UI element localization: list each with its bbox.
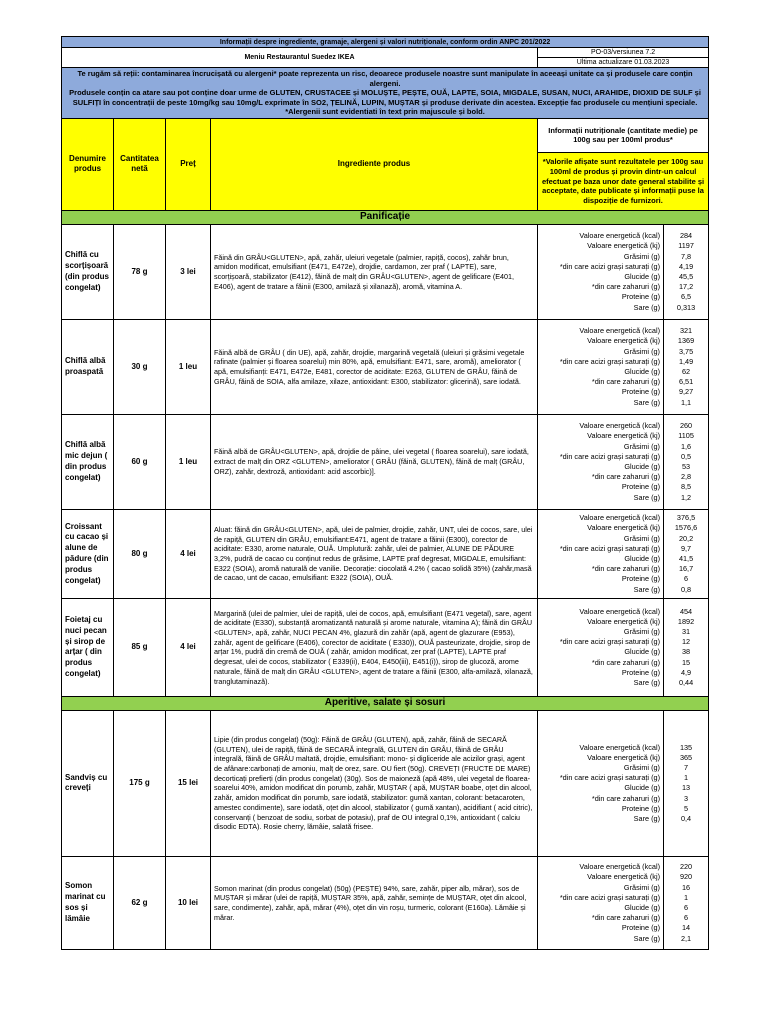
nutrition-value: 1369 — [677, 336, 695, 346]
nutrition-label: Grăsimi (g) — [623, 533, 660, 543]
nutrition-label: Grăsimi (g) — [623, 251, 660, 261]
nutrition-value: 0,4 — [680, 814, 692, 824]
nutrition-label: Grăsimi (g) — [623, 346, 660, 356]
nutrition-value: 31 — [681, 627, 691, 637]
nutrition-value: 38 — [681, 647, 691, 657]
nutrition-label: Glucide (g) — [624, 366, 660, 376]
nutrition-label: *din care zaharuri (g) — [591, 282, 660, 292]
nutrition-label: Valoare energetică (kj) — [587, 872, 660, 882]
section-title-appetizers: Aperitive, salate și sosuri — [62, 696, 709, 710]
product-ingredients: Făină din GRÂU<GLUTEN>, apă, zahăr, uleiuri vegetale (palmier, rapiță, cocos), zahăr brun, amidon modificat, emulsifiant (E471, E472e), drojdie, cardamon, zer praf ( LAPTE), sare, scorțișoară, stabilizator (E412), făină de malț din GRÂU<GLUTEN>, agent de gelificare (E401, E406), agent de tratare a făinii (E300, amilază și xilanază), aromă, vitamina A. — [211, 224, 538, 319]
nutrition-labels — [538, 414, 664, 509]
nutrition-value: 454 — [679, 606, 693, 616]
nutrition-value: 7,8 — [680, 251, 692, 261]
nutrition-values — [664, 598, 709, 696]
nutrition-value: 1,2 — [680, 492, 692, 502]
nutrition-value: 45,5 — [678, 271, 694, 281]
product-qty: 80 g — [114, 509, 166, 598]
nutrition-value: 6 — [684, 902, 689, 912]
product-ingredients: Somon marinat (din produs congelat) (50g) (PEȘTE) 94%, sare, zahăr, piper alb, mărar), sos de MUȘTAR și mărar (ulei de rapiță, MUȘTAR 35%, apă, zahăr, semințe de MUȘTAR, oțet din alcool, sare, condimente), zahăr, apă, mărar (4%), oțet din vin roșu, turmeric, colorant (E160a). Lămâie și mărar. — [211, 856, 538, 949]
product-price: 10 lei — [166, 856, 211, 949]
doc-code: PO-03/versiunea 7.2 — [538, 48, 709, 58]
product-row — [62, 224, 709, 319]
nutrition-value: 1 — [684, 773, 689, 783]
nutrition-label: *din care zaharuri (g) — [591, 377, 660, 387]
nutrition-value: 920 — [679, 872, 693, 882]
nutrition-label: *din care zaharuri (g) — [591, 793, 660, 803]
product-qty: 62 g — [114, 856, 166, 949]
nutrition-label: Glucide (g) — [624, 783, 660, 793]
nutrition-value: 5 — [684, 803, 689, 813]
nutrition-label: Proteine (g) — [621, 803, 660, 813]
col-header-name: Denumire produs — [62, 118, 114, 210]
col-header-nutrition: Informații nutriționale (cantitate medie) pe 100g sau per 100ml produs* — [538, 118, 709, 152]
nutrition-value: 1 — [684, 892, 689, 902]
notice-line-3: *Alergenii sunt evidentiati în text prin majuscule și bold. — [285, 107, 485, 117]
nutrition-label: *din care acizi grași saturați (g) — [559, 543, 660, 553]
nutrition-label: Grăsimi (g) — [623, 882, 660, 892]
nutrition-value: 365 — [679, 752, 693, 762]
product-row — [62, 710, 709, 856]
nutrition-label: Glucide (g) — [624, 271, 660, 281]
nutrition-value: 4,19 — [678, 261, 694, 271]
nutrition-value: 7 — [684, 763, 689, 773]
nutrition-label: Sare (g) — [633, 584, 660, 594]
nutrition-value: 6,51 — [678, 377, 694, 387]
sheet-title: Informații despre ingrediente, gramaje, alergeni și valori nutriționale, conform ordin ANPC 201/2022 — [62, 37, 709, 48]
nutrition-label: *din care zaharuri (g) — [591, 472, 660, 482]
product-name: Somon marinat cu sos și lămâie — [62, 856, 114, 949]
product-row — [62, 319, 709, 414]
nutrition-values — [664, 319, 709, 414]
nutrition-value: 15 — [681, 657, 691, 667]
nutrition-label: *din care acizi grași saturați (g) — [559, 892, 660, 902]
nutrition-label: Glucide (g) — [624, 647, 660, 657]
nutrition-note: *Valorile afișate sunt rezultatele per 100g sau 100ml de produs și provin dintr-un calcul efectuat pe baza unor date general stabilite și acceptate, date publicate și informații puse la dispoziție de furnizori. — [538, 152, 709, 210]
nutrition-labels — [538, 598, 664, 696]
nutrition-value: 62 — [681, 366, 691, 376]
nutrition-label: Sare (g) — [633, 814, 660, 824]
nutrition-value: 8,5 — [680, 482, 692, 492]
product-qty: 78 g — [114, 224, 166, 319]
nutrition-label: Valoare energetică (kcal) — [579, 606, 660, 616]
nutrition-value: 2,1 — [680, 933, 692, 943]
nutrition-value: 3 — [684, 793, 689, 803]
nutrition-label: Proteine (g) — [621, 923, 660, 933]
nutrition-value: 16 — [681, 882, 691, 892]
product-ingredients: Aluat: făină din GRÂU<GLUTEN>, apă, ulei de palmier, drojdie, zahăr, UNT, ulei de cocos, sare, ulei de rapiță, GLUTEN din GRÂU, emulsifiant:E471, agent de tratare a făinii (E300), corector de aciditate: E330, arome naturale, OUĂ. Umplutură: zahăr, ulei de palmier, ALUNE DE PĂDURE 3,2%, pudră de cacao cu conținut redus de grăsime, LAPTE praf degresat, MIGDALE, emulsifiant: E322 (SOIA), aromă naturală de vanilie. Decorație: ciocolată 4.2% ( cacao solidă 35%) (zahăr,masă de cacao, unt de cacao, emulsifiant: E322 (SOIA), OUĂ. — [211, 509, 538, 598]
nutrition-label: Proteine (g) — [621, 482, 660, 492]
nutrition-values — [664, 509, 709, 598]
nutrition-value: 0,313 — [676, 302, 696, 312]
nutrition-label: *din care zaharuri (g) — [591, 657, 660, 667]
product-ingredients: Lipie (din produs congelat) (50g): Făină de GRÂU (GLUTEN), apă, zahăr, făină de SECARĂ (GLUTEN), ulei de rapiță, făină de SECARĂ integrală, GLUTEN din GRÂU, făină de GRÂU integrală, făină de GRÂU maltată, drojdie, emulsifiant: mono- și digliceride ale acizilor grași, agent de afânare:carbonați de amoniu, malț de orez, sare. OU fiert (50g). CREVEȚI (FRUCTE DE MARE) decorticați prefierți (din produs congelat) (30g). Sos de maioneză (apă 48%, ulei vegetal de floarea-soarelui 40%, amidon modificat din porumb, zahăr, MUȘTAR ( apă, MUȘTAR boabe, oțet din alcool, zahăr, amidon modificat din porumb, sare iodată, stabilizator: gumă xantan, colorant: betacaroten, amestec condimente), sare iodată, oțet din alcool, stabilizator ( gumă xantan), acidifiant ( acid citric), conservanți ( benzoat de sodiu, sorbat de potasiu), praf de OU integral 0,1%, antioxidant ( calciu disodic EDTA). Rosie cherry, lămâie, salată frisee. — [211, 710, 538, 856]
nutrition-value: 0,5 — [680, 451, 692, 461]
nutrition-label: *din care zaharuri (g) — [591, 564, 660, 574]
last-update: Ultima actualizare 01.03.2023 — [538, 58, 709, 68]
nutrition-labels — [538, 710, 664, 856]
nutrition-label: Grăsimi (g) — [623, 627, 660, 637]
nutrition-label: Sare (g) — [633, 678, 660, 688]
product-price: 1 leu — [166, 319, 211, 414]
nutrition-value: 16,7 — [678, 564, 694, 574]
nutrition-value: 1,49 — [678, 356, 694, 366]
nutrition-label: *din care acizi grași saturați (g) — [559, 451, 660, 461]
product-price: 1 leu — [166, 414, 211, 509]
product-table — [61, 36, 709, 950]
nutrition-value: 20,2 — [678, 533, 694, 543]
nutrition-value: 14 — [681, 923, 691, 933]
nutrition-values — [664, 856, 709, 949]
nutrition-value: 9,27 — [678, 387, 694, 397]
nutrition-label: Proteine (g) — [621, 667, 660, 677]
nutrition-value: 284 — [679, 231, 693, 241]
allergen-info-sheet — [61, 36, 708, 950]
section-title-bakery: Panificație — [62, 210, 709, 224]
nutrition-label: Grăsimi (g) — [623, 441, 660, 451]
nutrition-label: *din care acizi grași saturați (g) — [559, 356, 660, 366]
nutrition-label: *din care acizi grași saturați (g) — [559, 261, 660, 271]
nutrition-values — [664, 414, 709, 509]
nutrition-value: 1892 — [677, 616, 695, 626]
nutrition-label: Valoare energetică (kcal) — [579, 742, 660, 752]
col-header-price: Preț — [166, 118, 211, 210]
nutrition-value: 0,44 — [678, 678, 694, 688]
product-ingredients: Făină albă de GRÂU<GLUTEN>, apă, drojdie de pâine, ulei vegetal ( floarea soarelui), sare iodată, extract de malț din ORZ <GLUTEN>, ameliorator ( GRÂU (făină, GLUTEN), făină de malț (GRÂU, ORZ), zahăr, dextroză, antioxidant: acid ascorbic)]. — [211, 414, 538, 509]
product-price: 4 lei — [166, 509, 211, 598]
nutrition-value: 1,1 — [680, 397, 692, 407]
notice-line-1: Te rugăm să reții: contaminarea încrucișată cu alergeni* poate reprezenta un risc, deoarece produsele noastre sunt manipulate în aceeași unitate ca și produsele care conțin alergeni. — [77, 69, 693, 88]
product-row — [62, 856, 709, 949]
nutrition-value: 9,7 — [680, 543, 692, 553]
nutrition-value: 6,5 — [680, 292, 692, 302]
product-row — [62, 509, 709, 598]
col-header-qty: Cantitatea netă — [114, 118, 166, 210]
menu-name: Meniu Restaurantul Suedez IKEA — [62, 48, 538, 68]
allergen-notice — [62, 68, 709, 119]
notice-line-2: Produsele conțin ca atare sau pot conține doar urme de GLUTEN, CRUSTACEE și MOLUȘTE, PEȘTE, OUĂ, LAPTE, SOIA, MIGDALE, SUSAN, NUCI, ARAHIDE, DIOXID DE SULF și SULFIȚI în concentrații de peste 10mg/kg sau 10mg/L exprimate în SO2, ȚELINĂ, LUPIN, MUȘTAR și produse derivate din acestea. Excepție fac produsele cu mențiuni speciale. — [69, 88, 701, 107]
nutrition-label: Valoare energetică (kcal) — [579, 326, 660, 336]
nutrition-value: 17,2 — [678, 282, 694, 292]
nutrition-label: Valoare energetică (kcal) — [579, 231, 660, 241]
nutrition-label: Valoare energetică (kcal) — [579, 421, 660, 431]
product-price: 4 lei — [166, 598, 211, 696]
product-name: Croissant cu cacao și alune de pădure (din produs congelat) — [62, 509, 114, 598]
nutrition-value: 1576,6 — [674, 523, 698, 533]
nutrition-values — [664, 710, 709, 856]
product-ingredients: Margarină (ulei de palmier, ulei de rapiță, ulei de cocos, apă, emulsifiant (E471 vegetal), sare, agent de aciditate (E330), substanță aromatizantă naturală și arome naturale, vitamina A); făină din GRÂU <GLUTEN>, apă, zahăr, NUCI PECAN 4%, glazură din zahăr (apă, agent de glazurare (E953), zahăr, agent de gelificare (E406), corector de aciditate ( E330)), OUĂ pasteurizate, drojdie, sirop de arțar 1%, pudră din cremă de OUĂ ( zahăr, amidon modificat, zer praf (LAPTE), LAPTE praf degresat, ulei de cocos, stabilizator ( E339(ii), E404, E450(iii), E451(i)), sirop de glucoză, arome naturale, făină de malț din GRÂU <GLUTEN>, agent de tratare a făinii (E300, alfa-amilază, xilanază, tranglutaminază). — [211, 598, 538, 696]
nutrition-label: Sare (g) — [633, 302, 660, 312]
nutrition-value: 4,9 — [680, 667, 692, 677]
nutrition-label: Sare (g) — [633, 397, 660, 407]
product-name: Chiflă cu scorțișoară (din produs congelat) — [62, 224, 114, 319]
col-header-ingredients: Ingrediente produs — [211, 118, 538, 210]
nutrition-label: Proteine (g) — [621, 292, 660, 302]
nutrition-label: Glucide (g) — [624, 461, 660, 471]
product-qty: 175 g — [114, 710, 166, 856]
product-price: 3 lei — [166, 224, 211, 319]
product-name: Chiflă albă proaspată — [62, 319, 114, 414]
product-qty: 85 g — [114, 598, 166, 696]
nutrition-label: *din care acizi grași saturați (g) — [559, 637, 660, 647]
nutrition-label: Proteine (g) — [621, 574, 660, 584]
nutrition-label: Grăsimi (g) — [623, 763, 660, 773]
nutrition-labels — [538, 224, 664, 319]
nutrition-label: Valoare energetică (kj) — [587, 752, 660, 762]
nutrition-label: Valoare energetică (kj) — [587, 616, 660, 626]
nutrition-value: 0,8 — [680, 584, 692, 594]
nutrition-label: Valoare energetică (kj) — [587, 523, 660, 533]
nutrition-value: 1197 — [678, 241, 694, 251]
nutrition-labels — [538, 509, 664, 598]
nutrition-label: Valoare energetică (kj) — [587, 431, 660, 441]
nutrition-label: Glucide (g) — [624, 553, 660, 563]
nutrition-value: 2,8 — [680, 472, 692, 482]
product-name: Foietaj cu nuci pecan și sirop de arțar ( din produs congelat) — [62, 598, 114, 696]
nutrition-values — [664, 224, 709, 319]
nutrition-value: 12 — [681, 637, 691, 647]
nutrition-value: 376,5 — [676, 513, 696, 523]
nutrition-value: 13 — [681, 783, 691, 793]
nutrition-label: *din care zaharuri (g) — [591, 913, 660, 923]
product-row — [62, 598, 709, 696]
product-qty: 30 g — [114, 319, 166, 414]
product-row — [62, 414, 709, 509]
nutrition-labels — [538, 319, 664, 414]
nutrition-label: Proteine (g) — [621, 387, 660, 397]
nutrition-label: Valoare energetică (kcal) — [579, 862, 660, 872]
product-name: Chiflă albă mic dejun ( din produs congelat) — [62, 414, 114, 509]
product-qty: 60 g — [114, 414, 166, 509]
nutrition-value: 41,5 — [678, 553, 694, 563]
nutrition-label: Sare (g) — [633, 933, 660, 943]
nutrition-value: 3,75 — [678, 346, 694, 356]
nutrition-label: Valoare energetică (kj) — [587, 336, 660, 346]
nutrition-value: 220 — [679, 862, 693, 872]
nutrition-value: 321 — [679, 326, 693, 336]
product-price: 15 lei — [166, 710, 211, 856]
product-ingredients: Făină albă de GRÂU ( din UE), apă, zahăr, drojdie, margarină vegetală (uleiuri și grăsimi vegetale rafinate (palmier și floarea soarelui) min 80%, apă, emulsifiant: E471, sare, aromă), ameliorator ( apă, emulsifianți: E471, E472e, E481, corector de aciditate: E263, GLUTEN de GRÂU, făină de GRÂU, făină de SOIA, alfa amilaze, xilaze, antioxidant: E300, stabilizator: glicerină), sare iodată. — [211, 319, 538, 414]
nutrition-value: 260 — [679, 421, 693, 431]
nutrition-label: *din care acizi grași saturați (g) — [559, 773, 660, 783]
nutrition-value: 135 — [679, 742, 693, 752]
nutrition-value: 6 — [684, 913, 689, 923]
nutrition-label: Glucide (g) — [624, 902, 660, 912]
nutrition-value: 53 — [681, 461, 691, 471]
nutrition-value: 1105 — [678, 431, 694, 441]
nutrition-label: Sare (g) — [633, 492, 660, 502]
nutrition-value: 1,6 — [680, 441, 692, 451]
nutrition-value: 6 — [684, 574, 689, 584]
nutrition-label: Valoare energetică (kj) — [587, 241, 660, 251]
product-name: Sandviș cu creveți — [62, 710, 114, 856]
nutrition-label: Valoare energetică (kcal) — [579, 513, 660, 523]
nutrition-labels — [538, 856, 664, 949]
